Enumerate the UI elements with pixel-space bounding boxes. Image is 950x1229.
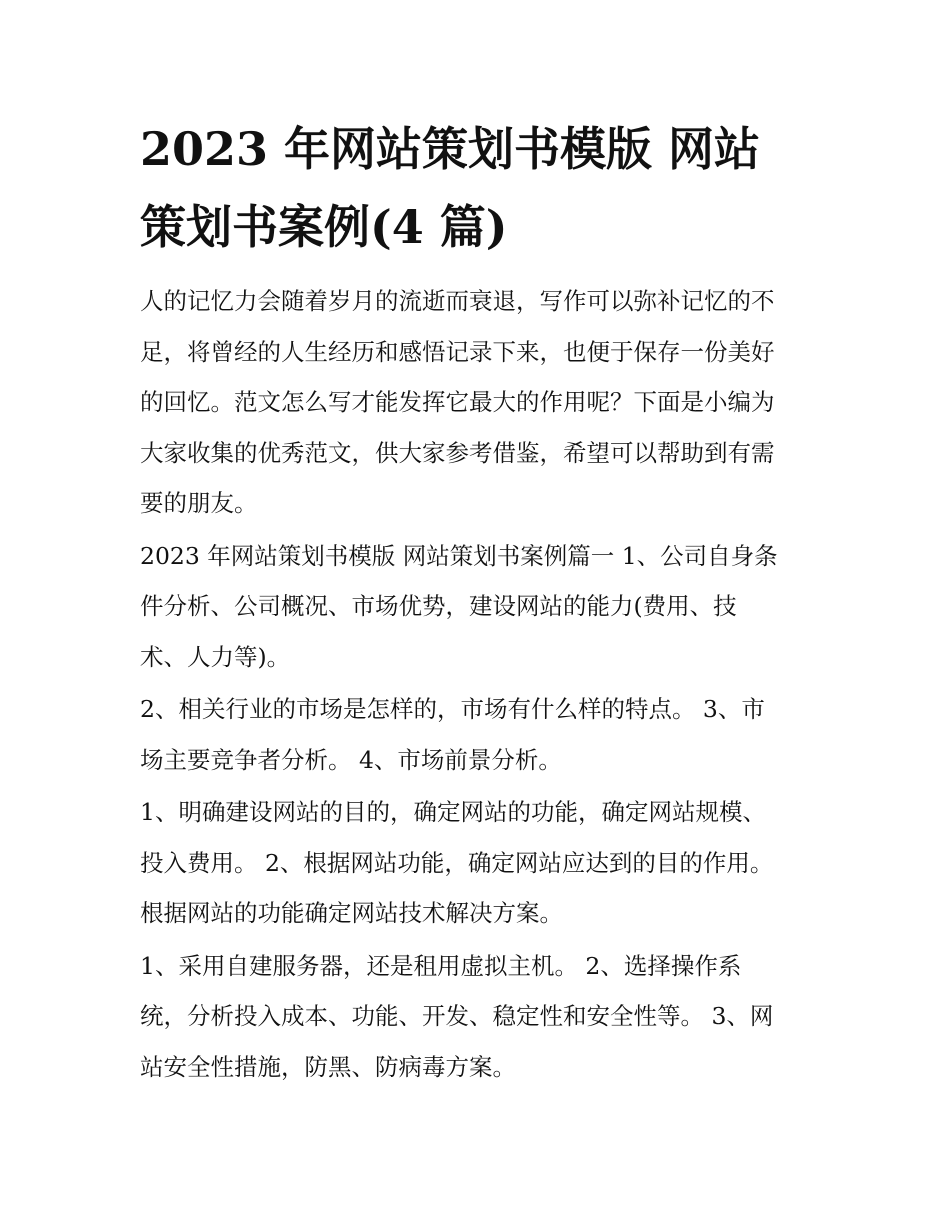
text-line: 2023 年网站策划书模版 网站策划书案例篇一 1、公司自身条	[140, 541, 778, 570]
paragraph-market-analysis	[140, 684, 820, 785]
text-line: 站安全性措施，防黑、防病毒方案。	[140, 1052, 516, 1081]
paragraph-company-analysis	[140, 531, 820, 683]
title-line: 2023 年网站策划书模版 网站	[140, 122, 761, 176]
text-line: 2、相关行业的市场是怎样的，市场有什么样的特点。 3、市	[140, 695, 765, 723]
text-line: 足，将曾经的人生经历和感悟记录下来，也便于保存一份美好	[140, 337, 775, 366]
paragraph-intro	[140, 276, 820, 529]
text-line: 投入费用。 2、根据网站功能，确定网站应达到的目的作用。	[140, 848, 774, 877]
title-line: 策划书案例(4 篇)	[140, 200, 508, 254]
text-line: 统，分析投入成本、功能、开发、稳定性和安全性等。 3、网	[140, 1002, 774, 1030]
document-body	[140, 276, 820, 1094]
document-title	[140, 110, 820, 266]
paragraph-technical-solution	[140, 941, 820, 1093]
text-line: 件分析、公司概况、市场优势，建设网站的能力(费用、技	[140, 592, 737, 620]
text-line: 术、人力等)。	[140, 642, 291, 671]
text-line: 人的记忆力会随着岁月的流逝而衰退，写作可以弥补记忆的不	[140, 287, 775, 315]
text-line: 根据网站的功能确定网站技术解决方案。	[140, 899, 563, 927]
text-line: 大家收集的优秀范文，供大家参考借鉴，希望可以帮助到有需	[140, 438, 775, 467]
text-line: 要的朋友。	[140, 489, 258, 517]
text-line: 1、采用自建服务器，还是租用虚拟主机。 2、选择操作系	[140, 951, 742, 980]
paragraph-website-purpose	[140, 787, 820, 939]
text-line: 场主要竞争者分析。 4、市场前景分析。	[140, 745, 562, 774]
text-line: 的回忆。范文怎么写才能发挥它最大的作用呢？下面是小编为	[140, 388, 775, 416]
text-line: 1、明确建设网站的目的，确定网站的功能，确定网站规模、	[140, 798, 766, 826]
